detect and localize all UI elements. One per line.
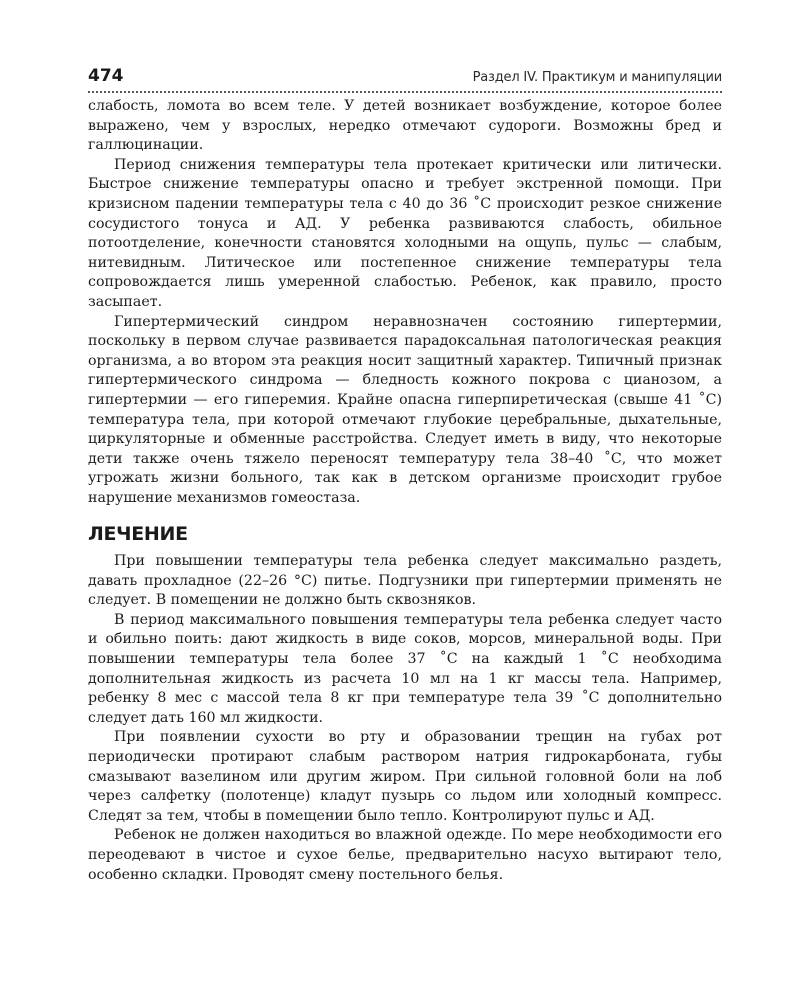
paragraph-continuation: слабость, ломота во всем теле. У детей возникает возбуждение, которое более выражено, чем у взрослых, нередко отмечают судороги. Возможны бред и галлюцинации. [88, 98, 722, 154]
paragraph-fluid-intake: В период максимального повышения температуры тела ребенка следует часто и обильно поить: дают жидкость в виде соков, морсов, минеральной воды. При повышении температуры тела более 37 ˚С на каждый 1 ˚С необходима дополнительная жидкость из расчета 10 мл на 1 кг массы тела. Например, ребенку 8 мес с массой тела 8 кг при температуре тела 39 ˚С дополнительно следует дать 160 мл жидкости. [88, 611, 722, 726]
book-page [88, 66, 722, 885]
running-header [88, 66, 722, 93]
paragraph-undress-and-drink: При повышении температуры тела ребенка следует максимально раздеть, давать прохладное (22–26 °С) питье. Подгузники при гипертермии применять не следует. В помещении не должно быть сквозняков. [88, 553, 722, 609]
body-text [88, 97, 722, 885]
paragraph-temperature-decline: Период снижения температуры тела протекает критически или литически. Быстрое снижение температуры опасно и требует экстренной помощи. При кризисном падении температуры тела с 40 до 36 ˚С происходит резкое снижение сосудистого тонуса и АД. У ребенка развиваются слабость, обильное потоотделение, конечности становятся холодными на ощупь, пульс — слабым, нитевидным. Литическое или постепенное снижение температуры тела сопровождается лишь умеренной слабостью. Ребенок, как правило, просто засыпает. [88, 156, 722, 310]
paragraph-hyperthermic-syndrome: Гипертермический синдром неравнозначен состоянию гипертермии, поскольку в первом случае развивается парадоксальная патологическая реакция организма, а во втором эта реакция носит защитный характер. Типичный признак гипертермического синдрома — бледность кожного покрова с цианозом, а гипертермии — его гиперемия. Крайне опасна гиперпиретическая (свыше 41 ˚С) температура тела, при которой отмечают глубокие церебральные, дыхательные, циркуляторные и обменные расстройства. Следует иметь в виду, что некоторые дети также очень тяжело переносят температуру тела 38–40 ˚С, что может угрожать жизни больного, так как в детском организме происходит грубое нарушение механизмов гомеостаза. [88, 313, 722, 506]
section-heading-treatment: ЛЕЧЕНИЕ [88, 523, 188, 546]
page-number: 474 [88, 66, 124, 86]
section-title: Раздел IV. Практикум и манипуляции [472, 70, 722, 85]
paragraph-dry-mouth-care: При появлении сухости во рту и образовании трещин на губах рот периодически протирают слабым раствором натрия гидрокарбоната, губы смазывают вазелином или другим жиром. При сильной головной боли на лоб через салфетку (полотенце) кладут пузырь со льдом или холодный компресс. Следят за тем, чтобы в помещении было тепло. Контролируют пульс и АД. [88, 729, 722, 824]
paragraph-clothing-change: Ребенок не должен находиться во влажной одежде. По мере необходимости его переодевают в чистое и сухое белье, предварительно насухо вытирают тело, особенно складки. Проводят смену постельного белья. [88, 827, 722, 883]
